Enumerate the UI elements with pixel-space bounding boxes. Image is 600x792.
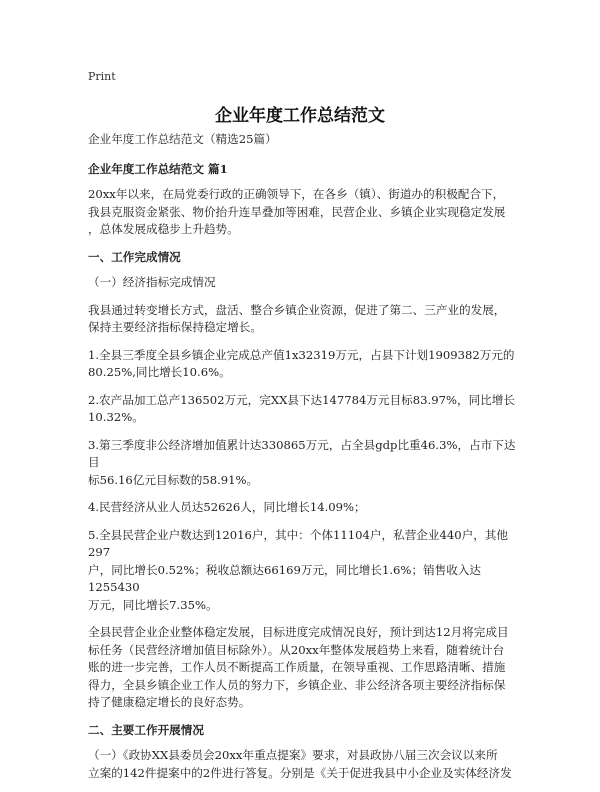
print-link[interactable]: Print (88, 70, 116, 83)
document-title: 企业年度工作总结范文 (215, 106, 385, 126)
list-item: 1.全县三季度全县乡镇企业完成总产值1x32319万元，占县下计划1909382万元的 80.25%,同比增长10.6%。 (88, 347, 515, 379)
list-item: 4.民营经济从业人员达52626人，同比增长14.09%； (88, 500, 366, 514)
list-item: 5.全县民营企业户数达到12016户，其中：个体11104户，私营企业440户，其他297 户，同比增长0.52%；税收总额达66169万元，同比增长1.6%；销售收入达1255430 万元，同比增长7.35%。 (88, 527, 508, 612)
heading-main-work: 二、主要工作开展情况 (88, 722, 204, 737)
paragraph-growth: 我县通过转变增长方式，盘活、整合乡镇企业资源，促进了第二、三产业的发展， 保持主要经济指标保持稳定增长。 (88, 302, 506, 334)
paragraph-proposals: （一）《政协XX县委员会20xx年重点提案》要求，对县政协八届三次会议以来所 立案的142件提案中的2件进行答复。分别是《关于促进我县中小企业及实体经济发 (88, 748, 512, 780)
list-item: 2.农产品加工总产136502万元，完XX县下达147784万元目标83.97%，同比增长 10.32%。 (88, 392, 515, 424)
list-item: 3.第三季度非公经济增加值累计达330865万元，占全县gdp比重46.3%，占市下达目 标56.16亿元目标数的58.91%。 (88, 437, 516, 487)
heading-work-completion: 一、工作完成情况 (88, 249, 181, 264)
document-body (88, 131, 516, 792)
paragraph-overall: 全县民营企业企业整体稳定发展，目标进度完成情况良好，预计到达12月将完成目 标任务（民营经济增加值目标除外）。从20xx年整体发展趋势上来看，随着统计台 账的进一步完善，工作人员不断提高工作质量，在领导重视、工作思路清晰、措施 得力，全县乡镇企业工作人员的努力下，乡镇企业、非公经济各项主要经济指标保 持了健康稳定增长的良好态势。 (88, 625, 509, 709)
intro-paragraph: 20xx年以来，在局党委行政的正确领导下，在各乡（镇）、街道办的积极配合下， 我县克服资金紧张、物价抬升连旱叠加等困难，民营企业、乡镇企业实现稳定发展 ，总体发展成稳步上升趋势。 (88, 187, 506, 236)
section-title: 企业年度工作总结范文 篇1 (88, 161, 228, 176)
document-subtitle: 企业年度工作总结范文（精选25篇） (88, 132, 277, 146)
subheading-economic-indicators: （一）经济指标完成情况 (88, 275, 216, 289)
